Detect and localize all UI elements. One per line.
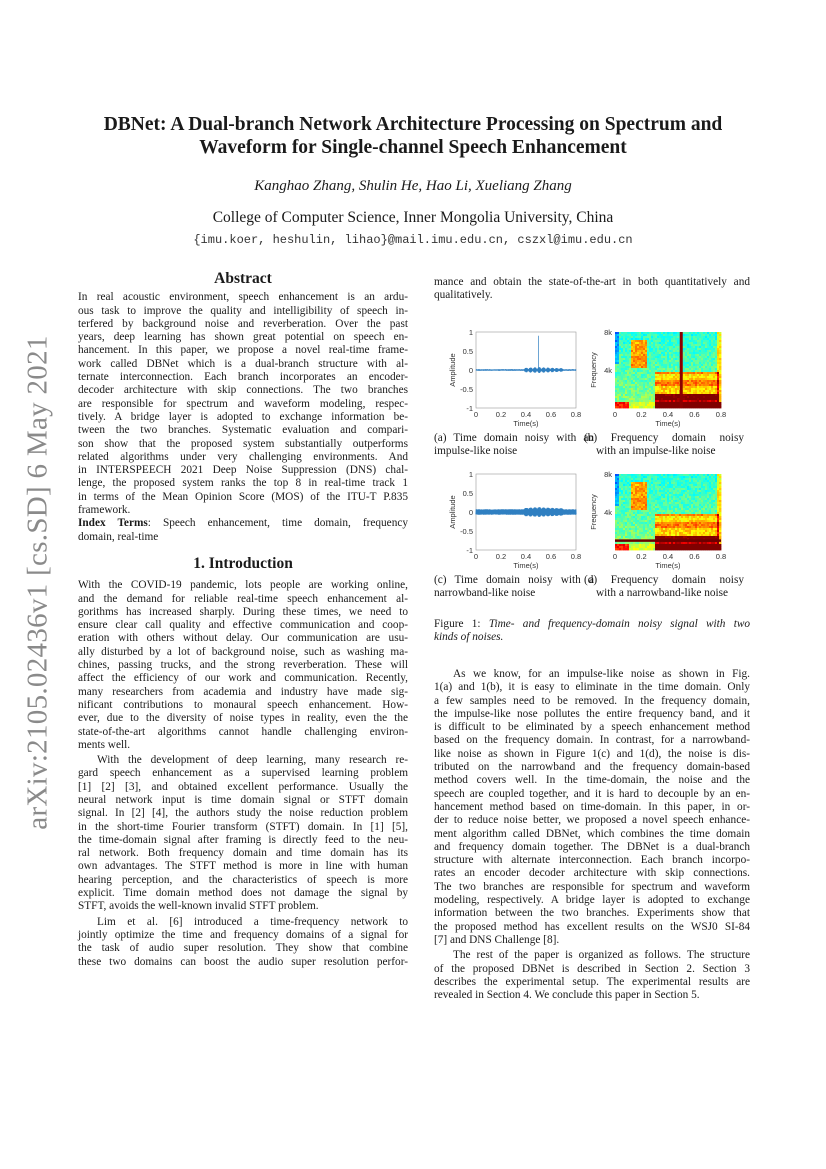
y-tick-label: 1 [468, 328, 473, 337]
text-line: signal. In [2] [4], the authors study the noise reduction problem [78, 807, 408, 820]
waveform-plot [434, 320, 594, 430]
text-line: and the demand for reliable real-time speech enhancement al- [78, 592, 408, 605]
x-tick-label: 0.8 [570, 552, 582, 561]
x-tick-label: 0.4 [520, 552, 532, 561]
title-line: DBNet: A Dual-branch Network Architecture Processing on Spectrum and [103, 114, 723, 135]
abstract-heading: Abstract [214, 270, 272, 287]
x-tick-label: 0.8 [570, 410, 582, 419]
text-line: state-of-the-art algorithms cannot handle challenging environ- [78, 725, 408, 738]
right-column-body [434, 668, 750, 1004]
paragraph [78, 754, 408, 914]
text-line: rates an encoder decoder architecture with skip connections. [434, 867, 750, 880]
figure-panel-c [434, 462, 594, 604]
y-tick-label: 1 [468, 470, 473, 479]
figure-1 [434, 320, 750, 650]
index-terms-line [78, 517, 408, 530]
x-axis-label: Time(s) [513, 561, 539, 570]
text-line: describes the experimental setup. The experimental results are [434, 975, 750, 988]
text-line: modeling, respectively. A bridge layer is adopted to exchange [434, 894, 750, 907]
right-column-top [434, 276, 750, 303]
text-line: in the short-time Fourier transform (STFT) domain. In [1] [5], [78, 820, 408, 833]
title-line: Waveform for Single-channel Speech Enhancement [199, 137, 627, 158]
subfigure-caption [584, 574, 744, 601]
x-tick-label: 0 [612, 410, 618, 419]
y-tick-label: 0 [468, 366, 473, 375]
caption-line: impulse-like noise [434, 445, 518, 458]
text-line: based on the frequency domain. In contrast, for a narrowband- [434, 734, 750, 747]
caption-line: with an impulse-like noise [596, 445, 716, 458]
text-line: In real acoustic environment, speech enhancement is an ardu- [78, 291, 408, 304]
text-line: related algorithms under very challenging environments. And [78, 450, 408, 463]
text-line: work called DBNet which is a dual-branch structure with al- [78, 357, 408, 370]
text-line: revealed in Section 4. We conclude this paper in Section 5. [434, 989, 700, 1002]
text-line: ous task to improve the quality and intelligibility of speech in- [78, 304, 408, 317]
y-tick-label: -1 [466, 404, 473, 413]
x-tick-label: 0 [473, 552, 479, 561]
text-line: mance and obtain the state-of-the-art in both quantitatively and [434, 276, 750, 288]
text-line: in INTERSPEECH 2021 Deep Noise Suppression (DNS) chal- [78, 464, 408, 477]
y-tick-label: 0 [468, 508, 473, 517]
waveform-plot [434, 462, 594, 572]
spectrogram-cell [719, 548, 721, 550]
text-line: son show that the proposed system substantially outperforms [78, 437, 408, 450]
section-heading-introduction: 1. Introduction [193, 554, 293, 572]
caption-line: (d) Frequency domain noisy [584, 574, 744, 586]
text-line: lenge, the proposed system ranks the top 8 in real-time track 1 [78, 477, 408, 490]
text-line: The two branches are responsible for spectrum and waveform [434, 880, 750, 893]
spectrogram-cell [719, 406, 721, 408]
text-line: der to reduce noise better, we proposed a novel speech enhance- [434, 814, 750, 827]
text-line: ral network. Both frequency domain and time domain has its [78, 847, 408, 860]
text-line: hancement. In this paper, we propose a novel real-time frame- [78, 344, 408, 357]
text-line: these two domains can boost the audio super resolution perfor- [78, 955, 408, 968]
left-column [78, 272, 408, 971]
text-line: tributed on the narrowband and the frequency domain-based [434, 761, 750, 774]
text-line: the time-domain signal after framing is directly feed to the neu- [78, 833, 408, 846]
figure-panel-a [434, 320, 594, 462]
figure-panel-b [584, 320, 744, 462]
text-line: hearing perception, and the characteristics of speech is more [78, 873, 408, 886]
figure-panel-d [584, 462, 744, 604]
text-line: chines, passing trucks, and the strong reverberation. These will [78, 659, 408, 672]
x-tick-label: 0.6 [689, 552, 700, 561]
index-terms-label: Index Terms [78, 517, 148, 530]
x-tick-label: 0 [612, 552, 618, 561]
authors: Kanghao Zhang, Shulin He, Hao Li, Xueliang Zhang [254, 178, 572, 194]
text-line: ensure clear call quality and effective communication and coop- [78, 619, 408, 632]
caption-label: Figure 1: [434, 618, 481, 630]
x-tick-label: 0.4 [520, 410, 532, 419]
y-tick-label: 8k [604, 328, 612, 337]
x-tick-label: 0.2 [495, 552, 507, 561]
x-tick-label: 0 [473, 410, 479, 419]
text-line: the impulse-like nose pollutes the entire frequency band, and it [434, 707, 750, 720]
text-line: ally disturbed by a lot of background noise, such as washing ma- [78, 645, 408, 658]
text-line: With the COVID-19 pandemic, lots people are working online, [78, 579, 408, 592]
abstract-body [78, 291, 408, 517]
text-line: neural network input is time domain signal or STFT domain [78, 793, 408, 806]
text-line: many researchers from academia and industry have made sig- [78, 685, 408, 698]
text-line: is difficult to be eliminated by a speech enhancement method [434, 721, 750, 734]
text-line: The rest of the paper is organized as follows. The structure [453, 949, 750, 962]
text-line: are responsible for spectrum and waveform modeling, respec- [78, 397, 408, 410]
subfigure-caption [434, 432, 594, 459]
text-line: explicit. Time domain method does not damage the signal by [78, 887, 408, 900]
text-line: nificant contributions to monaural speech enhancement. How- [78, 698, 408, 711]
author-emails: {imu.koer, heshulin, lihao}@mail.imu.edu.cn, cszxl@imu.edu.cn [193, 233, 633, 247]
text-line: affect the efficiency of our work and communication. Recently, [78, 672, 408, 685]
text-line: ternate interconnection. Each branch incorporates an encoder- [78, 371, 408, 384]
text-line: a few samples need to be removed. In the frequency domain, [434, 694, 750, 707]
caption-line: (c) Time domain noisy with a [434, 574, 594, 586]
text-line: the task of audio super resolution. They show that combine [78, 942, 408, 955]
x-tick-label: 0.6 [545, 410, 557, 419]
text-line: gard speech enhancement as a supervised learning problem [78, 767, 408, 780]
x-tick-label: 0.2 [636, 410, 647, 419]
caption-line: kinds of noises. [434, 631, 504, 644]
text-line: own advantages. The STFT method is more in line with human [78, 860, 408, 873]
text-line: method covers well. In the time-domain, the noise and the [434, 774, 750, 787]
introduction-body [78, 579, 408, 969]
y-tick-label: 0.5 [462, 347, 473, 356]
x-tick-label: 0.2 [495, 410, 507, 419]
text-line: gorithms has increased sharply. During these times, we need to [78, 605, 408, 618]
text-line: With the development of deep learning, many research re- [97, 754, 408, 767]
y-tick-label: -1 [466, 546, 473, 555]
paragraph [434, 949, 750, 1002]
x-tick-label: 0.6 [545, 552, 557, 561]
caption-text: Time- and frequency-domain noisy signal with two [488, 618, 751, 630]
index-terms-line: domain, real-time [78, 530, 159, 543]
x-axis-label: Time(s) [513, 419, 539, 428]
text-line: tively. A bridge layer is adopted to exchange information be- [78, 410, 408, 423]
x-axis-label: Time(s) [655, 419, 681, 428]
spectrogram-plot [584, 320, 744, 430]
subfigure-caption [434, 574, 594, 601]
text-line: [1] [2] [3], and obtained excellent performance. Usually the [78, 780, 408, 793]
y-tick-label: 8k [604, 470, 612, 479]
paragraph [78, 916, 408, 969]
caption-line: (b) Frequency domain noisy [584, 432, 744, 444]
text-line: tween the two branches. Systematic evaluation and compari- [78, 424, 408, 437]
paragraph [78, 579, 408, 752]
text-line: like noise as shown in Figure 1(c) and 1(d), the noise is dis- [434, 747, 750, 760]
text-line: terfered by background noise and reverberation. Over the past [78, 317, 408, 330]
x-tick-label: 0.6 [689, 410, 700, 419]
y-tick-label: 4k [604, 366, 612, 375]
text-line: jointly optimize the time and frequency domains of a signal for [78, 928, 408, 941]
text-line: hancement method based on time-domain. In this paper, in or- [434, 800, 750, 813]
y-tick-label: -0.5 [460, 527, 473, 536]
text-line: decoder architecture with skip connections. The two branches [78, 384, 408, 397]
x-tick-label: 0.8 [715, 410, 727, 419]
y-axis-label: Amplitude [448, 353, 457, 387]
text-line: of the proposed DBNet is described in Section 2. Section 3 [434, 962, 750, 975]
text-line: and frequency domain together. The DBNet is a dual-branch [434, 840, 750, 853]
spectrogram-plot [584, 462, 744, 572]
index-terms-text: : Speech enhancement, time domain, frequency [147, 517, 409, 530]
text-line: Lim et al. [6] introduced a time-frequency network to [97, 915, 408, 928]
y-axis-label: Amplitude [448, 495, 457, 529]
text-line: [7] and DNS Challenge [8]. [434, 933, 560, 946]
text-line: information between the two branches. Experiments show that [434, 907, 750, 920]
text-line: speech are coupled together, and it is hard to decouple by an en- [434, 787, 750, 800]
caption-line: narrowband-like noise [434, 587, 536, 600]
text-line: 1(a) and 1(b), it is easy to eliminate in the time domain. Only [434, 681, 750, 694]
y-axis-label: Frequency [589, 352, 598, 388]
text-line: qualitatively. [434, 289, 493, 302]
text-line: the proposed method has excellent results on the WSJ0 SI-84 [434, 920, 750, 933]
text-line: eration with others without delay. Our communication are usu- [78, 632, 408, 645]
x-tick-label: 0.2 [636, 552, 647, 561]
y-axis-label: Frequency [589, 494, 598, 530]
y-tick-label: -0.5 [460, 385, 473, 394]
paragraph [434, 668, 750, 947]
affiliation: College of Computer Science, Inner Mongolia University, China [212, 209, 614, 226]
text-line: in terms of the Mean Opinion Score (MOS) of the ITU-T P.835 [78, 490, 408, 503]
subfigure-caption [584, 432, 744, 459]
narrowband-noise-band [615, 539, 721, 542]
text-line: ever, due to the diversity of noise types in reality, even the the [78, 712, 408, 725]
paper-title [40, 113, 786, 159]
x-tick-label: 0.4 [662, 552, 674, 561]
x-tick-label: 0.8 [715, 552, 727, 561]
text-line: STFT, avoids the well-known invalid STFT problem. [78, 900, 319, 913]
text-line: ment algorithm called DBNet, which combines the time domain [434, 827, 750, 840]
y-tick-label: 0.5 [462, 489, 473, 498]
impulse-noise-band [680, 332, 683, 408]
text-line: As we know, for an impulse-like noise as shown in Fig. [453, 668, 750, 680]
text-line: structure with alternate interconnection. Each branch incorpo- [434, 854, 750, 867]
y-tick-label: 4k [604, 508, 612, 517]
text-line: ments well. [78, 738, 131, 751]
caption-line: (a) Time domain noisy with an [434, 432, 594, 444]
text-line: framework. [78, 504, 131, 517]
text-line: years, deep learning has shown great potential on speech en- [78, 331, 408, 344]
x-tick-label: 0.4 [662, 410, 674, 419]
arxiv-identifier-stamp: arXiv:2105.02436v1 [cs.SD] 6 May 2021 [21, 335, 54, 830]
caption-line: with a narrowband-like noise [596, 587, 729, 600]
x-axis-label: Time(s) [655, 561, 681, 570]
caption-line [434, 617, 750, 630]
figure-1-caption [434, 617, 750, 644]
